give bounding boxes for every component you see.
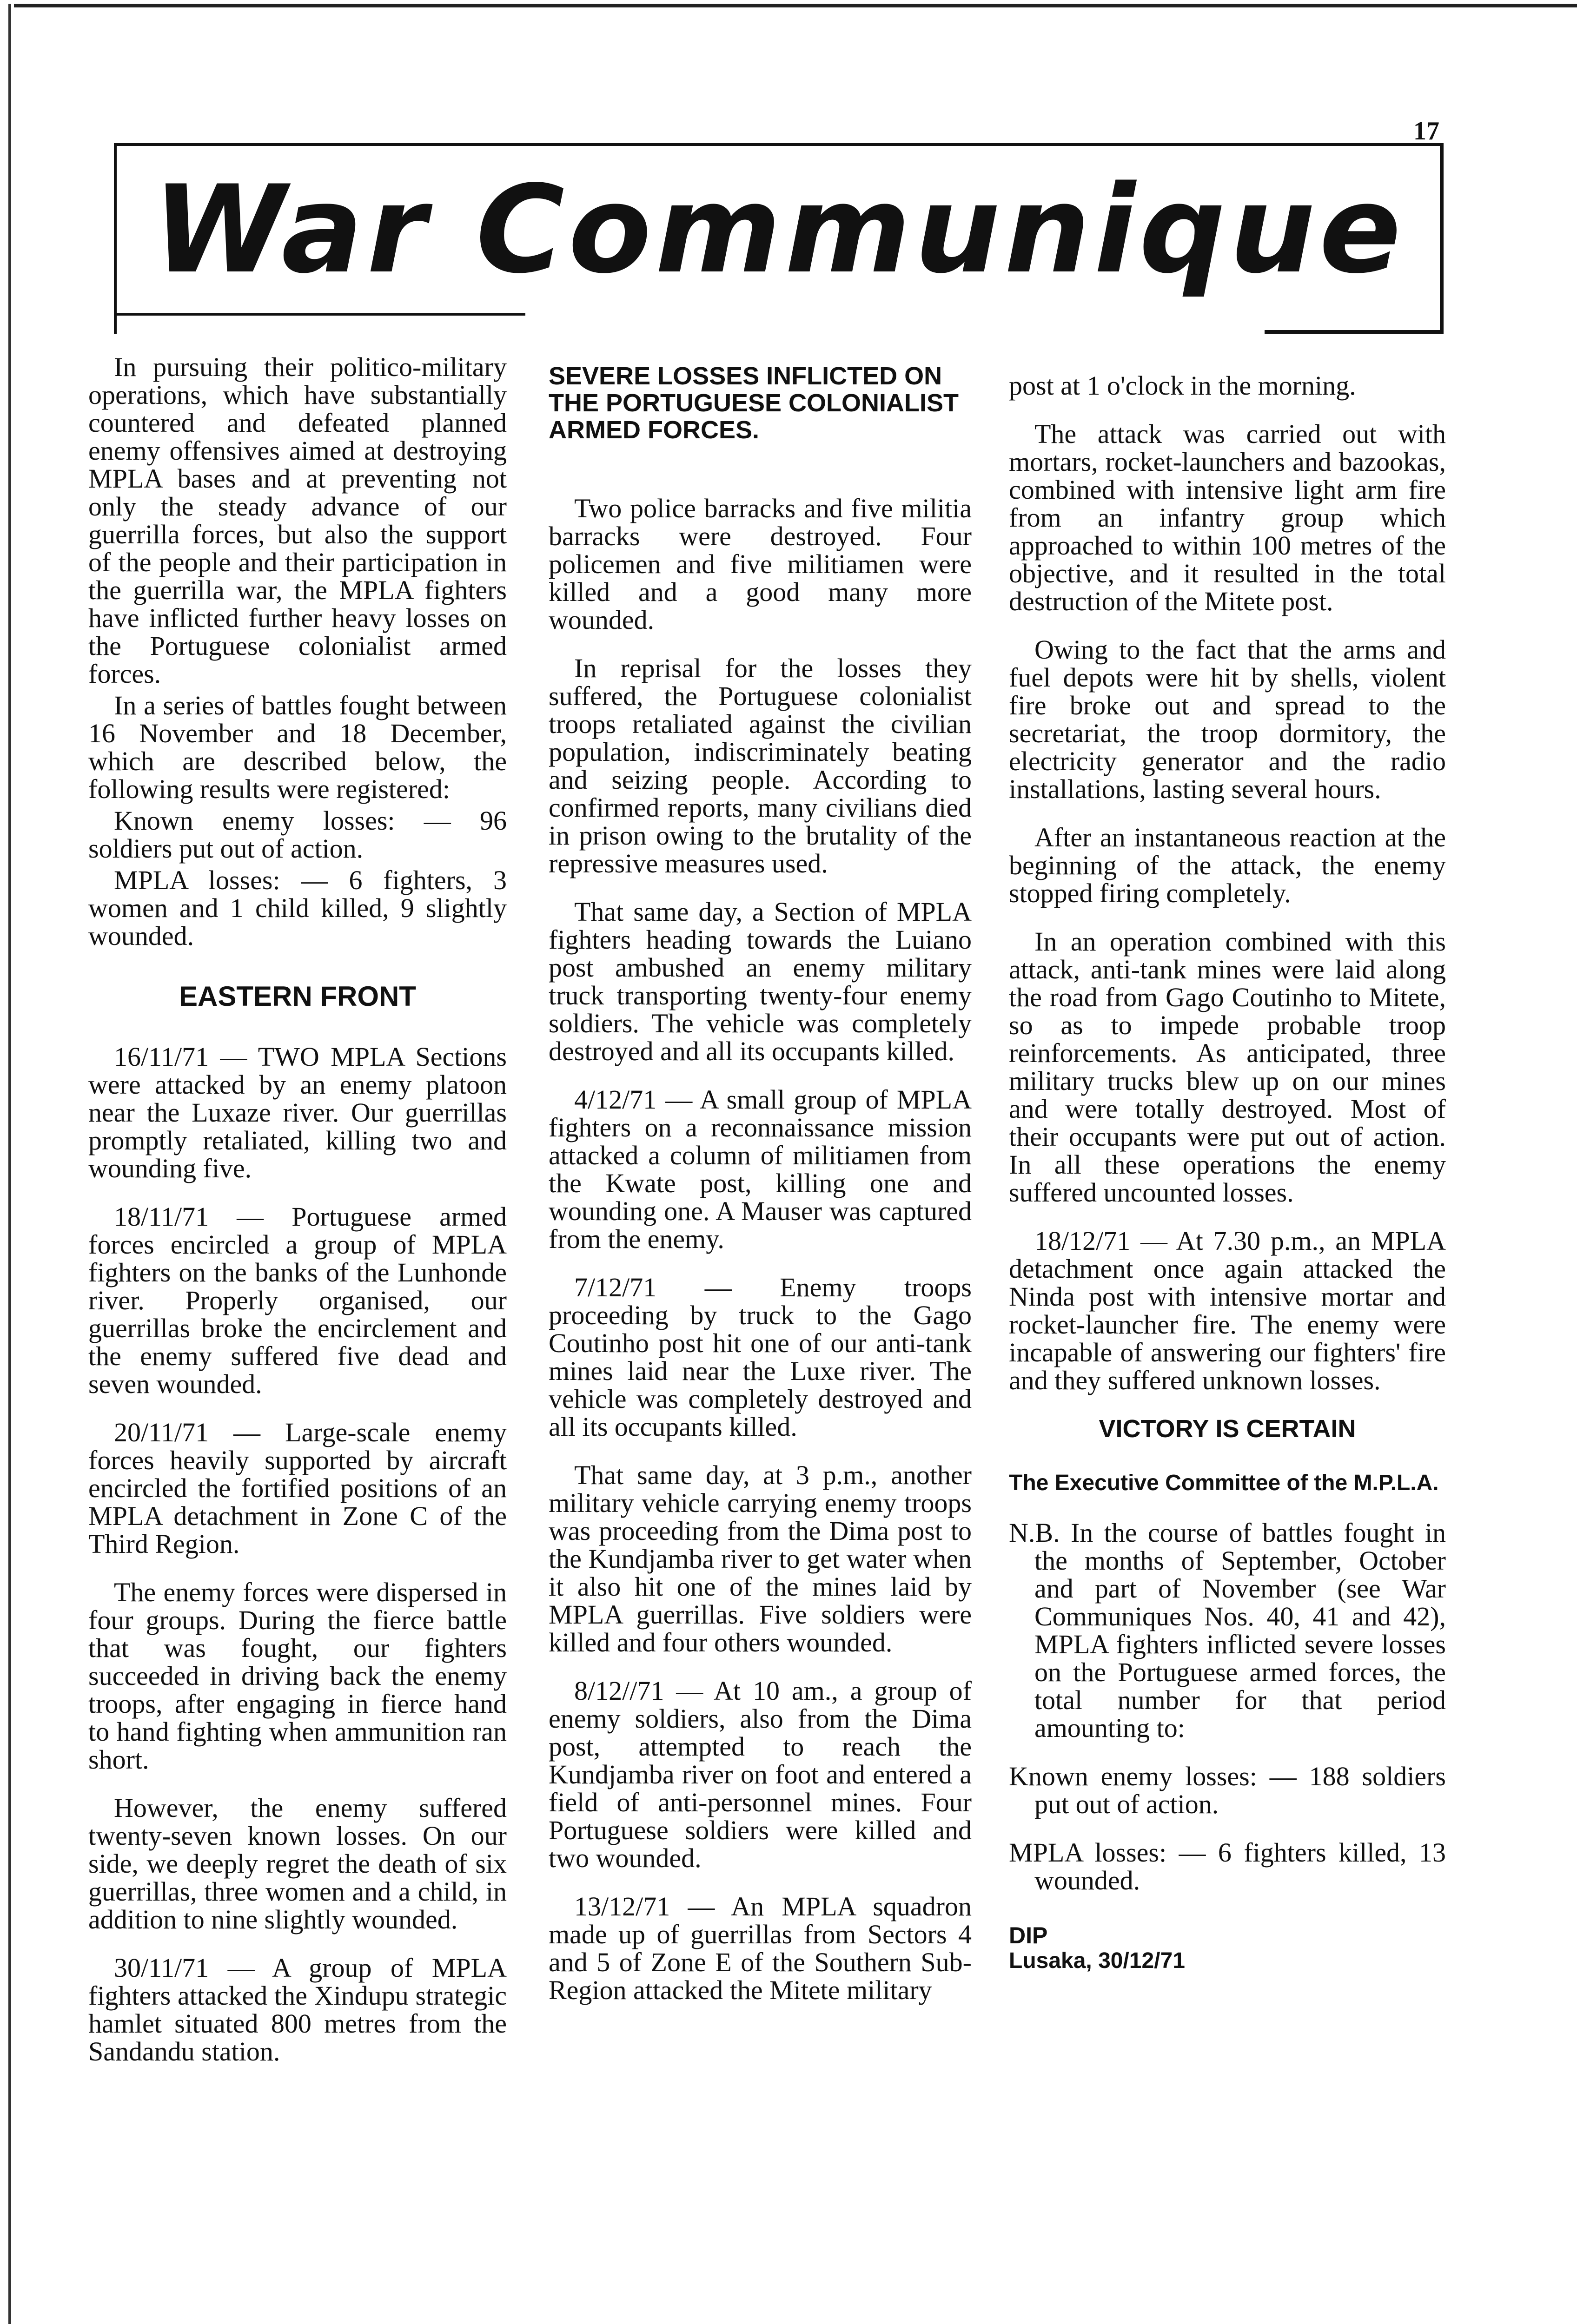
place-date: Lusaka, 30/12/71 — [1009, 1948, 1185, 1973]
barracks-destroyed: Two police barracks and five militia barracks were destroyed. Four policemen and five militiamen were killed and a good many more wounded. — [549, 493, 972, 635]
report-20-11-71: 20/11/71 — Large-scale enemy forces heavily supported by aircraft encircled the fortified positions of an MPLA detachment in Zone C of the Third Region. — [88, 1417, 507, 1559]
report-13-12-71: 13/12/71 — An MPLA squadron made up of guerrillas from Sectors 4 and 5 of Zone E of the Southern Sub-Region attacked the Mitete military — [549, 1891, 972, 2005]
intro-paragraph: In pursuing their politico-military operations, which have substantially countered and defeated planned enemy offensives aimed at destroying MPLA bases and at preventing not only the steady advance of our guerrilla forces, but also the support of the people and their participation in the guerrilla war, the MPLA fighters have inflicted further heavy losses on the Portuguese colonialist armed forces. — [88, 352, 507, 689]
report-20-11-71-losses: However, the enemy suffered twenty-seven known losses. On our side, we deeply regret the death of six guerrillas, three women and a child, in addition to nine slightly wounded. — [88, 1793, 507, 1934]
column-3 — [1009, 372, 1446, 1997]
report-18-11-71: 18/11/71 — Portuguese armed forces encircled a group of MPLA fighters on the banks of the Lunhonde river. Properly organised, our guerrillas broke the encirclement and the enemy suffered five dead and seven wounded. — [88, 1202, 507, 1399]
column-1 — [88, 353, 507, 2086]
report-30-11-71: 30/11/71 — A group of MPLA fighters attacked the Xindupu strategic hamlet situated 800 metres from the Sandandu station. — [88, 1953, 507, 2067]
report-20-11-71-battle: The enemy forces were dispersed in four groups. During the fierce battle that was fought, our fighters succeeded in driving back the enemy troops, after engaging in fierce hand to hand fighting when ammunition ran short. — [88, 1577, 507, 1775]
section-heading-eastern-front: EASTERN FRONT — [179, 981, 416, 1012]
mitete-attack-details: The attack was carried out with mortars, rocket-launchers and bazookas, combined with intensive light arm fire from an infantry group which approached to within 100 metres of the objective, and it resulted in the total destruction of the Mitete post. — [1009, 419, 1446, 616]
enemy-losses-summary: Known enemy losses: — 96 soldiers put out of action. — [88, 805, 507, 864]
report-7-12-71-second-vehicle: That same day, at 3 p.m., another military vehicle carrying enemy troops was proceeding from the Dima post to the Kundjamba river to get water when it also hit one of the mines laid by MPLA guerrillas. Five soldiers were killed and four others wounded. — [549, 1460, 972, 1657]
mitete-attack-time: post at 1 o'clock in the morning. — [1009, 370, 1356, 401]
reprisal-paragraph: In reprisal for the losses they suffered, the Portuguese colonialist troops retaliated against the civilian population, indiscriminately beating and seizing people. According to confirmed reports, many civilians died in prison owing to the brutality of the repressive measures used. — [549, 653, 972, 878]
mpla-losses-summary: MPLA losses: — 6 fighters, 3 women and 1 child killed, 9 slightly wounded. — [88, 865, 507, 951]
report-18-12-71: 18/12/71 — At 7.30 p.m., an MPLA detachment once again attacked the Ninda post with intensive mortar and rocket-launcher fire. The enemy were incapable of answering our fighters' fire and they suffered unknown losses. — [1009, 1226, 1446, 1395]
signatory-executive-committee: The Executive Committee of the M.P.L.A. — [1009, 1471, 1439, 1495]
page-title: War Communique — [152, 160, 1405, 300]
mpla-losses-total: MPLA losses: — 6 fighters killed, 13 wounded. — [1009, 1837, 1446, 1895]
victory-slogan: VICTORY IS CERTAIN — [1099, 1415, 1356, 1443]
known-enemy-losses-total: Known enemy losses: — 188 soldiers put out of action. — [1009, 1761, 1446, 1819]
nota-bene: N.B. In the course of battles fought in the months of September, October and part of November (see War Communiques Nos. 40, 41 and 42), MPLA fighters inflicted severe losses on the Portuguese armed forces, the total number for that period amounting to: — [1009, 1518, 1446, 1743]
anti-tank-mines-operation: In an operation combined with this attack, anti-tank mines were laid along the road from Gago Coutinho to Mitete, so as to impede probable troop reinforcements. As anticipated, three military trucks blew up on our mines and were totally destroyed. Most of their occupants were put out of action. In all these operations the enemy suffered uncounted losses. — [1009, 926, 1446, 1208]
report-8-12-71: 8/12//71 — At 10 am., a group of enemy soldiers, also from the Dima post, attempted to reach the Kundjamba river on foot and entered a field of anti-personnel mines. Four Portuguese soldiers were killed and two wounded. — [549, 1676, 972, 1873]
enemy-stopped-firing: After an instantaneous reaction at the beginning of the attack, the enemy stopped firing completely. — [1009, 822, 1446, 908]
luiano-ambush: That same day, a Section of MPLA fighters heading towards the Luiano post ambushed an enemy military truck transporting twenty-four enemy soldiers. The vehicle was completely destroyed and all its occupants killed. — [549, 897, 972, 1066]
page-border-top — [14, 4, 1577, 7]
column-2 — [549, 363, 972, 2025]
subheading-severe-losses: SEVERE LOSSES INFLICTED ON THE PORTUGUESE COLONIALIST ARMED FORCES. — [549, 362, 959, 444]
page-border-left — [8, 4, 11, 2324]
mitete-fire: Owing to the fact that the arms and fuel depots were hit by shells, violent fire broke out and spread to the secretariat, the troop dormitory, the electricity generator and the radio installations, lasting several hours. — [1009, 634, 1446, 804]
dip-signature: DIP — [1009, 1922, 1048, 1948]
report-16-11-71: 16/11/71 — TWO MPLA Sections were attacked by an enemy platoon near the Luxaze river. Our guerrillas promptly retaliated, killing two and wounding five. — [88, 1042, 507, 1183]
report-7-12-71: 7/12/71 — Enemy troops proceeding by truck to the Gago Coutinho post hit one of our anti-tank mines laid near the Luxe river. The vehicle was completely destroyed and all its occupants killed. — [549, 1272, 972, 1442]
page-number: 17 — [1413, 117, 1439, 145]
battles-summary: In a series of battles fought between 16 November and 18 December, which are described below, the following results were registered: — [88, 690, 507, 804]
title-underline-left — [114, 313, 525, 316]
title-underline-right — [1265, 330, 1444, 334]
report-4-12-71: 4/12/71 — A small group of MPLA fighters on a reconnaissance mission attacked a column of militiamen from the Kwate post, killing one and wounding one. A Mauser was captured from the enemy. — [549, 1084, 972, 1254]
